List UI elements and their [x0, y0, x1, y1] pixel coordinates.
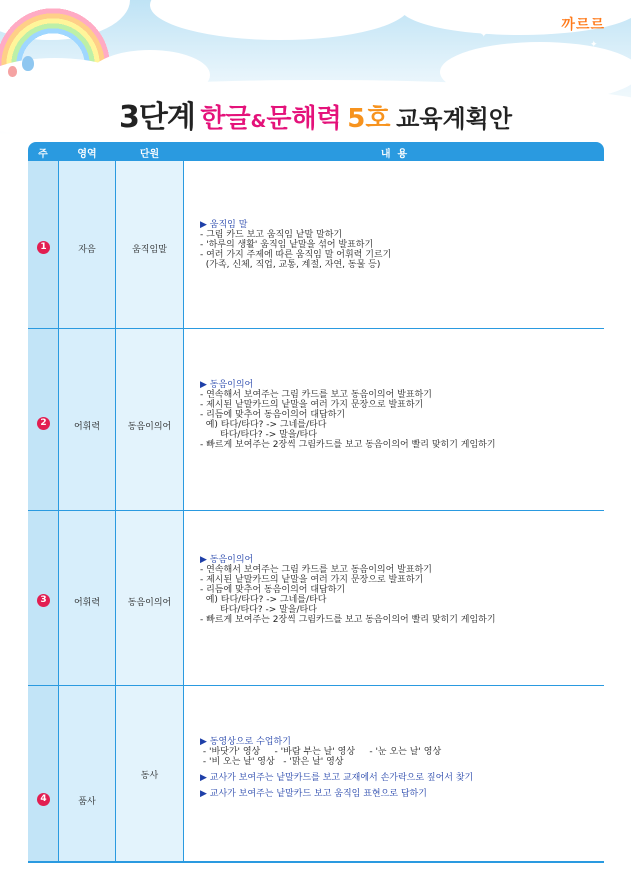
row-divider [28, 510, 604, 511]
content-title: ▶ 교사가 보여주는 낱말카드 보고 움직임 표현으로 답하기 [200, 789, 427, 799]
week-number-badge: 1 [37, 241, 50, 254]
plan-table [28, 142, 604, 863]
content-line: (가족, 신체, 직업, 교통, 계절, 자연, 동물 등) [200, 260, 381, 270]
header-week: 주 [38, 149, 48, 160]
sparkle-icon: ✦ [320, 22, 328, 32]
week-number-badge: 3 [37, 594, 50, 607]
header-area: 영역 [77, 149, 97, 160]
row-divider [28, 685, 604, 686]
content-title: ▶ 동음이의어 [200, 555, 254, 565]
table-cell-area: 어휘력 [73, 422, 101, 432]
content-line: - 여러 가지 주제에 따른 움직임 말 어휘력 기르기 [200, 250, 392, 260]
content-line: 타다/타다? -> 말을/타다 [200, 605, 317, 615]
page-title [0, 92, 631, 136]
header-content: 내 용 [380, 149, 408, 160]
content-line: 타다/타다? -> 말을/타다 [200, 430, 317, 440]
content-line: - '바닷가' 영상 - '바람 부는 날' 영상 - '눈 오는 날' 영상 [200, 747, 442, 757]
content-line: - 리듬에 맞추어 동음이의어 대답하기 [200, 585, 346, 595]
column-divider [183, 161, 184, 863]
content-line: - 리듬에 맞추어 동음이의어 대답하기 [200, 410, 346, 420]
content-title: ▶ 교사가 보여주는 낱말카드를 보고 교재에서 손가락으로 짚어서 찾기 [200, 773, 474, 783]
row-content [200, 380, 496, 450]
table-cell-unit: 동음이의어 [127, 422, 172, 432]
row-content [200, 737, 473, 799]
content-line: 예) 타다/타다? -> 그네를/타다 [200, 420, 327, 430]
content-line: - 빠르게 보여주는 2장씩 그림카드를 보고 동음이의어 빨리 맞히기 게임하기 [200, 615, 496, 625]
column-divider [115, 161, 116, 863]
table-cell-unit: 움직임말 [132, 245, 167, 255]
content-title: ▶ 동영상으로 수업하기 [200, 737, 291, 747]
row-divider [28, 328, 604, 329]
sparkle-icon: ✦ [240, 12, 248, 22]
sparkle-icon: ✦ [480, 30, 488, 40]
week-column [28, 161, 58, 863]
table-cell-area: 어휘력 [73, 598, 101, 608]
balloon-icon [22, 56, 34, 71]
brand-logo: 까르르 [561, 17, 605, 33]
table-cell-unit: 동음이의어 [127, 598, 172, 608]
title-stage: 3단계 [118, 100, 195, 135]
content-line: - 연속해서 보여주는 그림 카드를 보고 동음이의어 발표하기 [200, 390, 432, 400]
balloon-icon [8, 66, 17, 77]
week-number-badge: 4 [37, 793, 50, 806]
content-title: ▶ 동음이의어 [200, 380, 254, 390]
content-line: - 그림 카드 보고 움직임 낱말 말하기 [200, 230, 343, 240]
content-line: - 빠르게 보여주는 2장씩 그림카드를 보고 동음이의어 빨리 맞히기 게임하기 [200, 440, 496, 450]
title-issue: 5호 [347, 104, 391, 134]
column-divider [58, 161, 59, 863]
title-hangul: 한글 [200, 104, 251, 134]
content-line: 예) 타다/타다? -> 그네를/타다 [200, 595, 327, 605]
sparkle-icon: ✦ [590, 40, 598, 50]
table-cell-area: 자음 [78, 245, 96, 255]
area-column [59, 161, 115, 863]
header-unit: 단원 [139, 149, 160, 160]
row-content [200, 555, 496, 625]
table-cell-unit: 동사 [140, 771, 159, 781]
content-line: - 연속해서 보여주는 그림 카드를 보고 동음이의어 발표하기 [200, 565, 432, 575]
title-ampersand: & [250, 111, 267, 132]
title-plan: 교육계획안 [396, 105, 512, 133]
table-header [28, 142, 604, 161]
content-line: - 제시된 낱말카드의 낱말을 여러 가지 문장으로 발표하기 [200, 575, 424, 585]
content-line: - '하루의 생활' 움직임 낱말을 섞어 발표하기 [200, 240, 374, 250]
title-literacy: 문해력 [266, 104, 342, 134]
table-bottom-border [28, 861, 604, 863]
content-title: ▶ 움직임 말 [200, 220, 248, 230]
content-line: - '비 오는 날' 영상 - '맑은 날' 영상 [200, 757, 344, 767]
row-content [200, 220, 391, 270]
table-cell-area: 품사 [78, 797, 96, 807]
content-line: - 제시된 낱말카드의 낱말을 여러 가지 문장으로 발표하기 [200, 400, 424, 410]
unit-column [116, 161, 183, 863]
cloud-decoration [150, 0, 410, 40]
week-number-badge: 2 [37, 417, 50, 430]
